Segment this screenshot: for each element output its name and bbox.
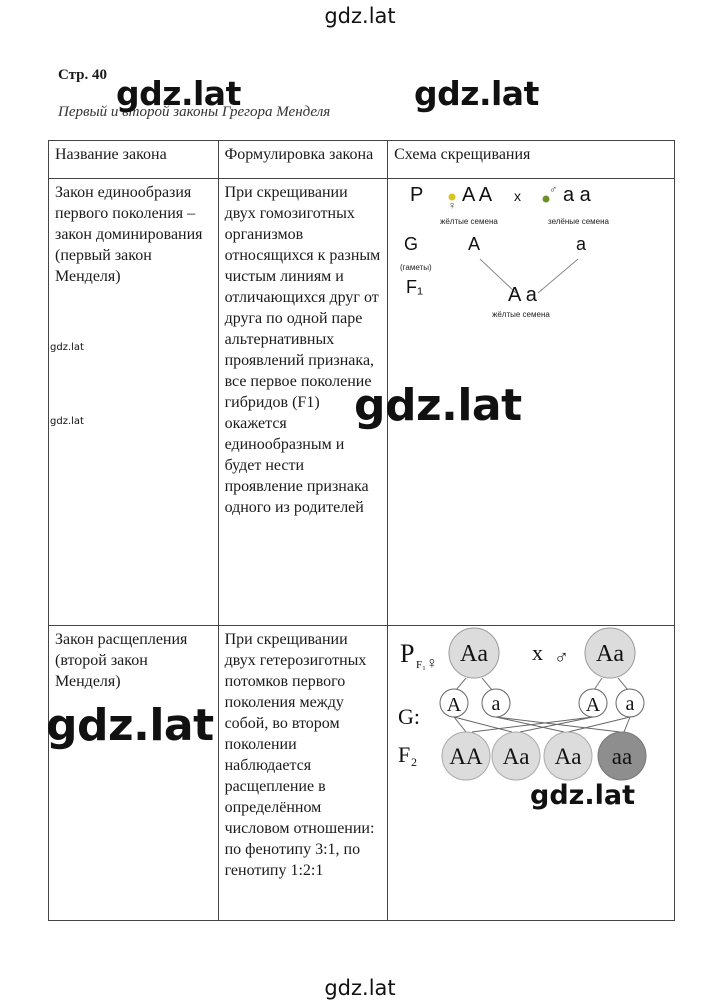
f2-sub: 2	[411, 755, 418, 769]
watermark-header-right: gdz.lat	[414, 74, 539, 113]
male-symbol-2: ♂	[554, 647, 570, 669]
scheme-first-law-diagram	[388, 179, 657, 339]
law-formulation-cell: При скрещивании двух гомозиготных организмов относящихся к разным чистым линиям и отличающихся друг от друга по одной паре альтернативных проявлений признака, все первое поколение гибридов (F1) окажется единообразным и будет нести проявление признака одного из родителей	[218, 179, 388, 626]
law-name-cell: Закон расщепления (второй закон Менделя)	[49, 626, 219, 921]
gamete-label: a	[491, 693, 501, 715]
watermark-center: gdz.lat	[354, 380, 522, 431]
law-formulation-cell: При скрещивании двух гетерозиготных потомков первого поколения между собой, во втором поколении наблюдается расщепление в определённом числовом отношении: по фенотипу 3:1, по генотипу 1:2:1	[218, 626, 388, 921]
gamete-a-recessive: a	[576, 234, 587, 254]
watermark-big-left: gdz.lat	[46, 700, 214, 751]
gamete-label: A	[446, 694, 462, 716]
line-pm-b	[618, 678, 628, 690]
gamete-arrow-right	[538, 259, 578, 293]
cross-lines	[454, 717, 630, 732]
gamete-a-dominant: A	[468, 234, 481, 254]
law-name-cell: Закон единообразия первого поколения – закон доминирования (первый закон Менделя)	[49, 179, 219, 626]
g2-label: G:	[398, 704, 421, 729]
scheme-second-law-diagram	[388, 626, 657, 786]
p2-label: P	[400, 639, 415, 668]
male-phenotype: зелёные семена	[548, 217, 610, 226]
cross-symbol-2: x	[532, 640, 544, 665]
watermark-bottom: gdz.lat	[324, 976, 396, 1000]
offspring-genotype: aa	[611, 744, 633, 769]
table-row	[49, 626, 675, 921]
line-pf-a	[456, 678, 466, 690]
male-genotype: a a	[563, 184, 591, 206]
gamete-label: a	[625, 693, 635, 715]
offspring-genotype: AA	[449, 744, 483, 769]
table-header-row	[49, 141, 675, 179]
offspring-genotype: Aa	[502, 744, 530, 769]
header-crossing-scheme: Схема скрещивания	[388, 141, 675, 179]
female-symbol-2: ♀	[426, 655, 439, 672]
watermark-small-1: gdz.lat	[50, 342, 84, 353]
page-number: Стр. 40	[58, 67, 108, 83]
f1-label: F₁	[406, 277, 424, 297]
watermark-small-2: gdz.lat	[50, 416, 84, 427]
p-label: P	[410, 184, 424, 206]
gamete-label: A	[585, 694, 601, 716]
watermark-right-lower: gdz.lat	[530, 780, 636, 811]
line-pf-b	[482, 678, 492, 690]
gametes-note: (гаметы)	[400, 263, 432, 272]
p2-sub: F₁	[416, 659, 427, 671]
parent-male-genotype: Aa	[596, 641, 625, 667]
cross-symbol: x	[514, 188, 522, 204]
header-law-name: Название закона	[49, 141, 219, 179]
header-formulation: Формулировка закона	[218, 141, 388, 179]
f1-phenotype: жёлтые семена	[492, 310, 550, 319]
female-phenotype: жёлтые семена	[440, 217, 498, 226]
f2-label: F	[398, 742, 411, 767]
crossing-scheme-second-law	[388, 626, 675, 921]
page-subtitle: Первый и второй законы Грегора Менделя	[58, 104, 331, 120]
f1-genotype: A a	[508, 284, 538, 306]
g-label: G	[404, 234, 419, 254]
watermark-header-left: gdz.lat	[116, 74, 241, 113]
parent-female-genotype: Aa	[460, 641, 489, 667]
offspring-genotype: Aa	[554, 744, 582, 769]
female-genotype: A A	[462, 184, 493, 206]
line-pm-a	[594, 678, 602, 690]
male-symbol: ♂	[549, 184, 558, 196]
green-seed-icon	[543, 196, 550, 203]
watermark-top: gdz.lat	[324, 4, 396, 28]
female-symbol: ♀	[448, 200, 457, 212]
